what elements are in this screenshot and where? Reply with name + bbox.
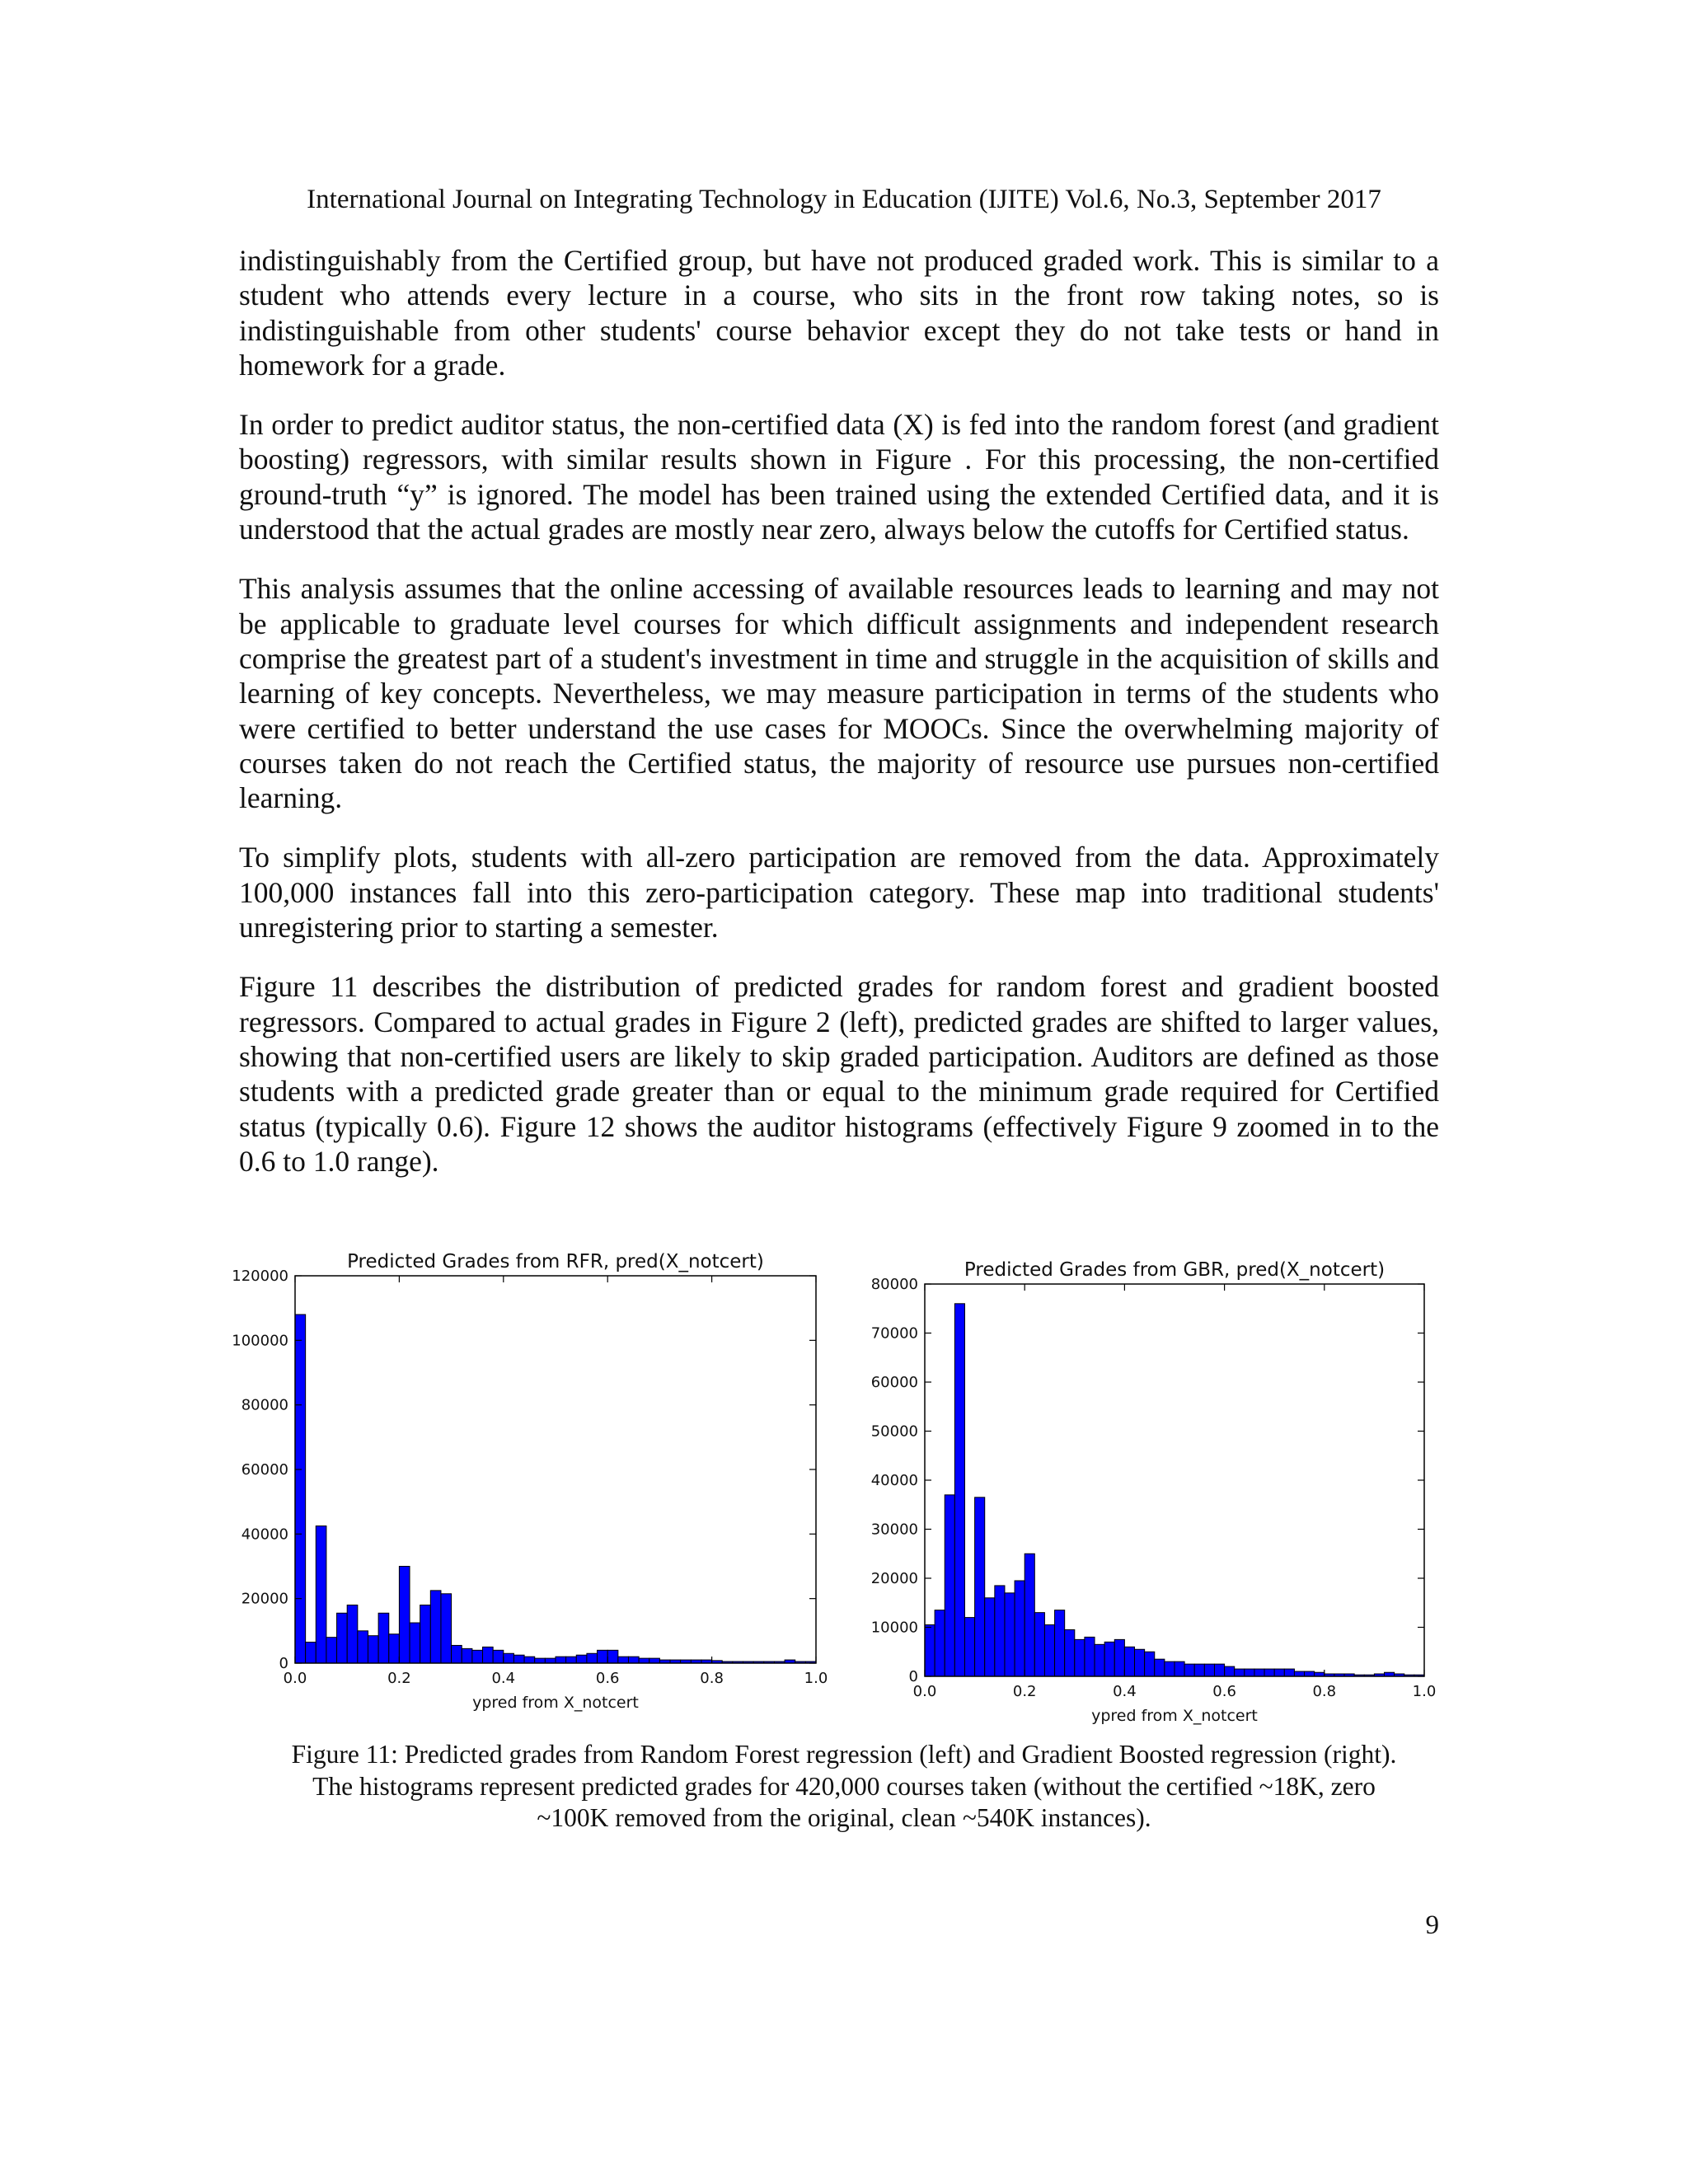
body-text — [239, 243, 1439, 1203]
y-tick-label: 20000 — [241, 1590, 288, 1608]
x-tick-label: 0.6 — [595, 1670, 620, 1687]
histogram-bar — [1254, 1669, 1264, 1676]
paragraph: To simplify plots, students with all-zero participation are removed from the data. Approximately 100,000 instances fall into this zero-participation category. These map into traditional students' unregistering prior to starting a semester. — [239, 841, 1439, 944]
histogram-bar — [975, 1497, 985, 1676]
page-number: 9 — [1425, 1910, 1439, 1940]
paragraph: Figure 11 describes the distribution of predicted grades for random forest and gradient boosted regressors. Compared to actual grades in Figure 2 (left), predicted grades are shifted to larger values, showing that non-certified users are likely to skip graded participation. Auditors are defined as those students with a predicted grade greater than or equal to the minimum grade required for Certified status (typically 0.6). Figure 12 shows the auditor histograms (effectively Figure 9 zoomed in to the 0.6 to 1.0 range). — [239, 970, 1439, 1178]
caption-line: The histograms represent predicted grades for 420,000 courses taken (without the certified ~18K, zero — [312, 1771, 1376, 1801]
x-tick-label: 0.4 — [1113, 1683, 1137, 1700]
gbr-histogram — [849, 1238, 1451, 1732]
histogram-bar — [326, 1638, 337, 1663]
y-tick-label: 60000 — [241, 1461, 288, 1479]
y-tick-label: 40000 — [241, 1526, 288, 1544]
histogram-bar — [1044, 1625, 1054, 1676]
histogram-bar — [566, 1657, 577, 1663]
paragraph: This analysis assumes that the online accessing of available resources leads to learning and may not be applicable to graduate level courses for which difficult assignments and independent research comprise the greatest part of a student's investment in time and struggle in the acquisition of skills and learning of key concepts. Nevertheless, we may measure participation in terms of the students who were certified to better understand the use cases for MOOCs. Since the overwhelming majority of courses taken do not reach the Certified status, the majority of resource use pursues non-certified learning. — [239, 572, 1439, 815]
x-tick-label: 0.6 — [1212, 1683, 1236, 1700]
x-tick-label: 0.4 — [491, 1670, 516, 1687]
y-tick-label: 0 — [279, 1655, 288, 1672]
histogram-bar — [420, 1605, 431, 1664]
histogram-bar — [504, 1653, 514, 1663]
histogram-bar — [1305, 1671, 1315, 1676]
histogram-bar — [389, 1634, 400, 1663]
histogram-bar — [316, 1526, 326, 1663]
figure-11 — [0, 1238, 1688, 1741]
y-tick-label: 80000 — [870, 1276, 918, 1293]
histogram-bar — [1194, 1664, 1204, 1676]
histogram-bar — [1025, 1554, 1034, 1676]
histogram-bar — [1095, 1644, 1104, 1676]
histogram-bar — [1175, 1661, 1184, 1676]
histogram-bar — [524, 1657, 535, 1663]
histogram-bar — [337, 1613, 348, 1663]
histogram-bar — [545, 1658, 556, 1663]
y-tick-label: 60000 — [870, 1374, 918, 1391]
histogram-bar — [1065, 1629, 1075, 1676]
histogram-bar — [295, 1315, 306, 1663]
histogram-bar — [1165, 1661, 1175, 1676]
histogram-bar — [556, 1657, 566, 1663]
histogram-bar — [347, 1605, 358, 1664]
histogram-bar — [587, 1653, 598, 1663]
x-tick-label: 0.2 — [387, 1670, 411, 1687]
x-axis-label: ypred from X_notcert — [1091, 1707, 1258, 1725]
histogram-bar — [513, 1655, 524, 1663]
y-tick-label: 40000 — [870, 1472, 918, 1489]
histogram-bar — [964, 1618, 974, 1676]
histogram-bar — [399, 1567, 410, 1664]
x-tick-label: 0.8 — [700, 1670, 724, 1687]
y-tick-label: 100000 — [232, 1332, 288, 1350]
y-tick-label: 120000 — [232, 1268, 288, 1285]
x-tick-label: 1.0 — [1412, 1683, 1437, 1700]
histogram-bar — [1264, 1669, 1274, 1676]
histogram-bar — [995, 1586, 1005, 1676]
x-tick-label: 1.0 — [804, 1670, 828, 1687]
histogram-bar — [1085, 1637, 1095, 1676]
histogram-bar — [1055, 1610, 1065, 1676]
histogram-bar — [1294, 1671, 1304, 1676]
histogram-bar — [1204, 1664, 1214, 1676]
histogram-bar — [1284, 1669, 1294, 1676]
histogram-bar — [607, 1650, 618, 1663]
histogram-bar — [1124, 1647, 1134, 1676]
histogram-bar — [1005, 1593, 1015, 1676]
histogram-bar — [378, 1613, 389, 1663]
running-header: International Journal on Integrating Technology in Education (IJITE) Vol.6, No.3, September 2017 — [307, 185, 1381, 214]
paragraph: In order to predict auditor status, the non-certified data (X) is fed into the random forest (and gradient boosting) regressors, with similar results shown in Figure . For this processing, the non-certified ground-truth “y” is ignored. The model has been trained using the extended Certified data, and it is understood that the actual grades are mostly near zero, always below the cutoffs for Certified status. — [239, 408, 1439, 546]
histogram-bar — [925, 1625, 935, 1676]
histogram-bar — [430, 1591, 441, 1663]
histogram-bar — [306, 1643, 316, 1663]
paragraph: indistinguishably from the Certified group, but have not produced graded work. This is similar to a student who attends every lecture in a course, who sits in the front row taking notes, so is indistinguishable from other students' course behavior except they do not take tests or hand in homework for a grade. — [239, 244, 1439, 382]
caption-line: Figure 11: Predicted grades from Random Forest regression (left) and Gradient Boosted regression (right). — [291, 1740, 1397, 1769]
histogram-bar — [618, 1657, 629, 1663]
figure-caption — [206, 1739, 1482, 1835]
x-axis-label: ypred from X_notcert — [472, 1694, 639, 1712]
histogram-bar — [462, 1648, 472, 1663]
histogram-bar — [628, 1657, 639, 1663]
histogram-bar — [576, 1655, 587, 1663]
histogram-bar — [493, 1650, 504, 1663]
histogram-bar — [935, 1610, 945, 1676]
chart-title: Predicted Grades from RFR, pred(X_notcert) — [347, 1251, 764, 1272]
histogram-bar — [472, 1650, 483, 1663]
y-tick-label: 80000 — [241, 1396, 288, 1414]
histogram-bar — [1114, 1639, 1124, 1676]
plot-frame — [295, 1276, 816, 1663]
y-tick-label: 10000 — [870, 1619, 918, 1637]
histogram-bar — [945, 1495, 954, 1676]
y-tick-label: 20000 — [870, 1570, 918, 1587]
histogram-bar — [985, 1598, 995, 1676]
histogram-bar — [1135, 1649, 1145, 1676]
histogram-bar — [639, 1658, 649, 1663]
x-tick-label: 0.8 — [1312, 1683, 1337, 1700]
histogram-bar — [1015, 1581, 1025, 1676]
histogram-bar — [1245, 1669, 1254, 1676]
histogram-bar — [1184, 1664, 1194, 1676]
histogram-bar — [1225, 1666, 1235, 1676]
histogram-bar — [1274, 1669, 1284, 1676]
histogram-bar — [1214, 1664, 1224, 1676]
histogram-bar — [1145, 1652, 1155, 1676]
histogram-bar — [358, 1631, 368, 1663]
histogram-bar — [410, 1623, 420, 1663]
histogram-bar — [1155, 1659, 1165, 1676]
histogram-bar — [1104, 1642, 1114, 1676]
histogram-bar — [649, 1658, 660, 1663]
y-tick-label: 70000 — [870, 1324, 918, 1343]
histogram-bar — [1034, 1613, 1044, 1676]
histogram-bar — [441, 1594, 452, 1663]
y-tick-label: 0 — [908, 1668, 918, 1685]
histogram-bar — [483, 1647, 494, 1663]
histogram-bar — [535, 1658, 546, 1663]
x-tick-label: 0.0 — [283, 1670, 307, 1687]
x-tick-label: 0.0 — [912, 1683, 937, 1700]
histogram-bar — [368, 1636, 378, 1663]
caption-line: ~100K removed from the original, clean ~540K instances). — [537, 1803, 1151, 1832]
y-tick-label: 50000 — [870, 1422, 918, 1441]
histogram-bar — [452, 1645, 462, 1663]
rfr-histogram — [214, 1238, 841, 1732]
histogram-bar — [598, 1650, 608, 1663]
histogram-bar — [1235, 1669, 1245, 1676]
histogram-bar — [1075, 1639, 1085, 1676]
y-tick-label: 30000 — [870, 1521, 918, 1539]
histogram-bar — [954, 1304, 964, 1676]
x-tick-label: 0.2 — [1012, 1683, 1037, 1700]
chart-title: Predicted Grades from GBR, pred(X_notcert) — [964, 1259, 1386, 1281]
